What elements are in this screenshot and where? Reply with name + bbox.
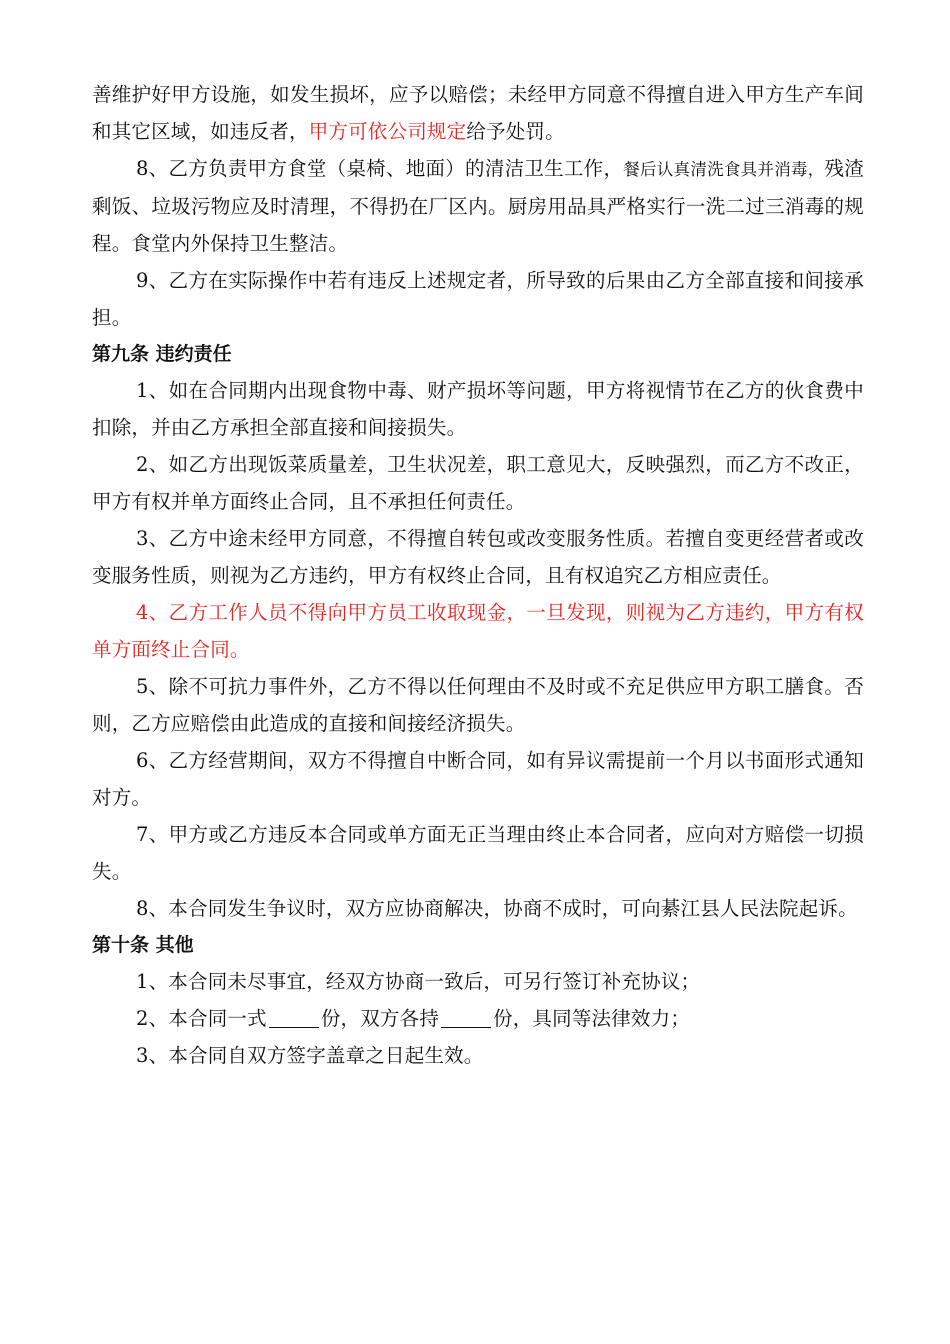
clause-9-1: 1、如在合同期内出现食物中毒、财产损坏等问题，甲方将视情节在乙方的伙食费中扣除，并由乙方承担全部直接和间接损失。 [92, 379, 864, 439]
clause-text-mid: 份，双方各持 [320, 1007, 440, 1030]
clause-10-2 [92, 1000, 864, 1037]
clause-text-end: 给予处罚。 [466, 120, 565, 143]
clause-text-small: 餐后认真清洗食具并消毒， [623, 160, 825, 179]
clause-text: 善维护好甲方设施，如发生损坏，应予以赔偿；未经甲方同意不得擅自进入甲方生产车间和其它区域，如违反者， [92, 83, 864, 143]
clause-text: 2、本合同一式 [136, 1007, 267, 1030]
section-10-heading: 第十条 其他 [92, 934, 194, 956]
clause-8-9: 9、乙方在实际操作中若有违反上述规定者，所导致的后果由乙方全部直接和间接承担。 [92, 269, 864, 329]
clause-9-2: 2、如乙方出现饭菜质量差，卫生状况差，职工意见大，反映强烈，而乙方不改正，甲方有权并单方面终止合同，且不承担任何责任。 [92, 453, 864, 513]
contract-page [92, 76, 864, 1074]
clause-8-7-continuation [92, 76, 864, 150]
clause-10-3: 3、本合同自双方签字盖章之日起生效。 [136, 1044, 484, 1067]
clause-9-5: 5、除不可抗力事件外，乙方不得以任何理由不及时或不充足供应甲方职工膳食。否则，乙方应赔偿由此造成的直接和间接经济损失。 [92, 675, 864, 735]
clause-9-4: 4、乙方工作人员不得向甲方员工收取现金，一旦发现，则视为乙方违约，甲方有权单方面终止合同。 [92, 601, 864, 661]
copies-total-blank[interactable] [269, 1006, 319, 1028]
copies-each-blank[interactable] [441, 1006, 491, 1028]
clause-9-3: 3、乙方中途未经甲方同意，不得擅自转包或改变服务性质。若擅自变更经营者或改变服务性质，则视为乙方违约，甲方有权终止合同，且有权追究乙方相应责任。 [92, 527, 864, 587]
clause-10-1: 1、本合同未尽事宜，经双方协商一致后，可另行签订补充协议； [136, 970, 701, 993]
clause-text: 8、乙方负责甲方食堂（桌椅、地面）的清洁卫生工作， [136, 157, 624, 180]
clause-9-6: 6、乙方经营期间，双方不得擅自中断合同，如有异议需提前一个月以书面形式通知对方。 [92, 749, 864, 809]
clause-9-8: 8、本合同发生争议时，双方应协商解决，协商不成时，可向綦江县人民法院起诉。 [136, 897, 858, 920]
clause-9-7: 7、甲方或乙方违反本合同或单方面无正当理由终止本合同者，应向对方赔偿一切损失。 [92, 823, 864, 883]
clause-text-end: 份，具同等法律效力； [493, 1007, 691, 1030]
section-9-heading: 第九条 违约责任 [92, 343, 232, 365]
clause-text-end: 残渣剩饭、垃圾污物应及时清理，不得扔在厂区内。厨房用品具严格实行一洗二过三消毒的规程。食堂内外保持卫生整洁。 [92, 157, 864, 255]
highlighted-text: 甲方可依公司规定 [308, 120, 467, 143]
clause-8-8 [92, 150, 864, 262]
